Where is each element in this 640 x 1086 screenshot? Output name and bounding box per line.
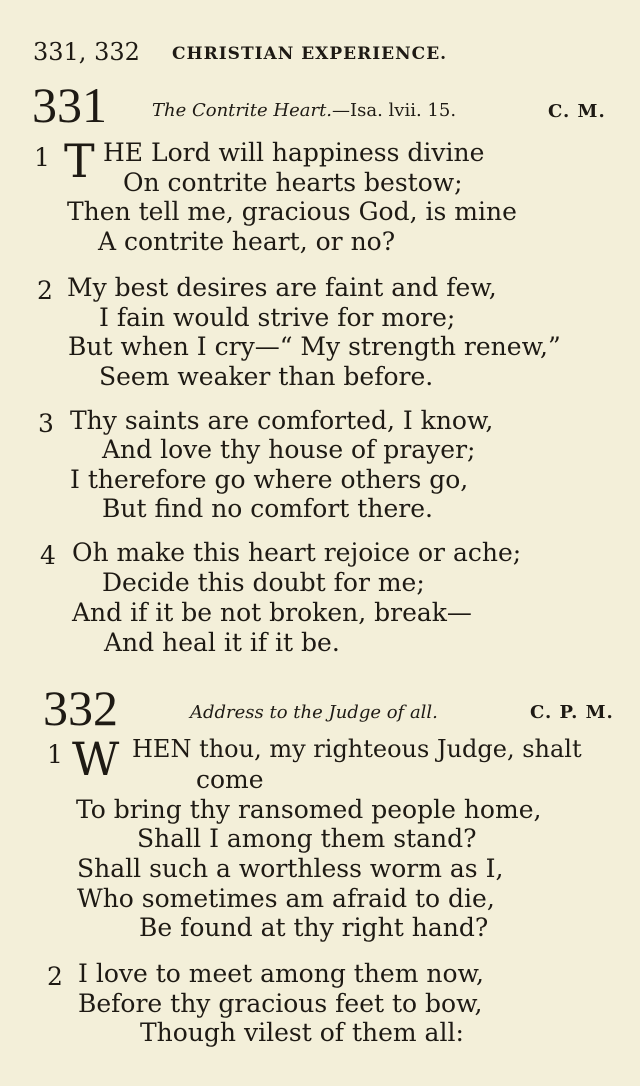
verse-line: Oh make this heart rejoice or ache;: [72, 538, 522, 567]
verse-number: 2: [37, 276, 53, 305]
hymn-331-meter: C. M.: [548, 101, 606, 122]
verse-line: And if it be not broken, break—: [72, 598, 472, 627]
verse-line: HEN thou, my righteous Judge, shalt: [132, 735, 582, 763]
page-numbers: 331, 332: [33, 38, 140, 66]
verse-line: Seem weaker than before.: [99, 362, 434, 391]
verse-line: And heal it if it be.: [104, 628, 340, 657]
verse-line: But find no comfort there.: [102, 494, 433, 523]
hymn-332-title: Address to the Judge of all.: [190, 702, 438, 723]
verse-line: To bring thy ransomed people home,: [76, 795, 542, 824]
hymn-332-number: 332: [43, 680, 118, 736]
verse-number: 2: [47, 962, 63, 991]
verse-number: 1: [47, 740, 63, 769]
hymn-331-title: The Contrite Heart.: [152, 100, 333, 121]
verse-line: I fain would strive for more;: [99, 303, 456, 332]
verse-line: My best desires are faint and few,: [67, 273, 497, 302]
verse-line: Thy saints are comforted, I know,: [70, 406, 494, 435]
verse-line: Shall such a worthless worm as I,: [77, 854, 504, 883]
verse-line: I love to meet among them now,: [78, 959, 484, 988]
verse-number: 1: [34, 143, 50, 172]
verse-line: Who sometimes am afraid to die,: [77, 884, 495, 913]
verse-line: come: [196, 765, 264, 794]
verse-line: Decide this doubt for me;: [102, 568, 425, 597]
hymn-331-reference: —Isa. lvii. 15.: [332, 100, 457, 121]
verse-number: 4: [40, 541, 56, 570]
section-title: CHRISTIAN EXPERIENCE.: [172, 44, 448, 64]
verse-line: But when I cry—“ My strength renew,”: [68, 332, 561, 361]
hymn-331-number: 331: [32, 77, 107, 133]
verse-line: HE Lord will happiness divine: [103, 138, 485, 167]
verse-line: Then tell me, gracious God, is mine: [67, 197, 517, 226]
verse-line: Before thy gracious feet to bow,: [78, 989, 483, 1018]
verse-number: 3: [38, 409, 54, 438]
drop-cap: T: [64, 134, 95, 188]
verse-line: On contrite hearts bestow;: [123, 168, 463, 197]
verse-line: And love thy house of prayer;: [102, 435, 476, 464]
verse-line: I therefore go where others go,: [70, 465, 469, 494]
verse-line: A contrite heart, or no?: [98, 227, 396, 256]
drop-cap: W: [72, 732, 120, 786]
hymn-332-meter: C. P. M.: [530, 702, 614, 723]
verse-line: Though vilest of them all:: [140, 1018, 464, 1047]
verse-line: Be found at thy right hand?: [139, 913, 489, 942]
hymn-331-heading: [152, 100, 456, 121]
verse-line: Shall I among them stand?: [137, 824, 477, 853]
